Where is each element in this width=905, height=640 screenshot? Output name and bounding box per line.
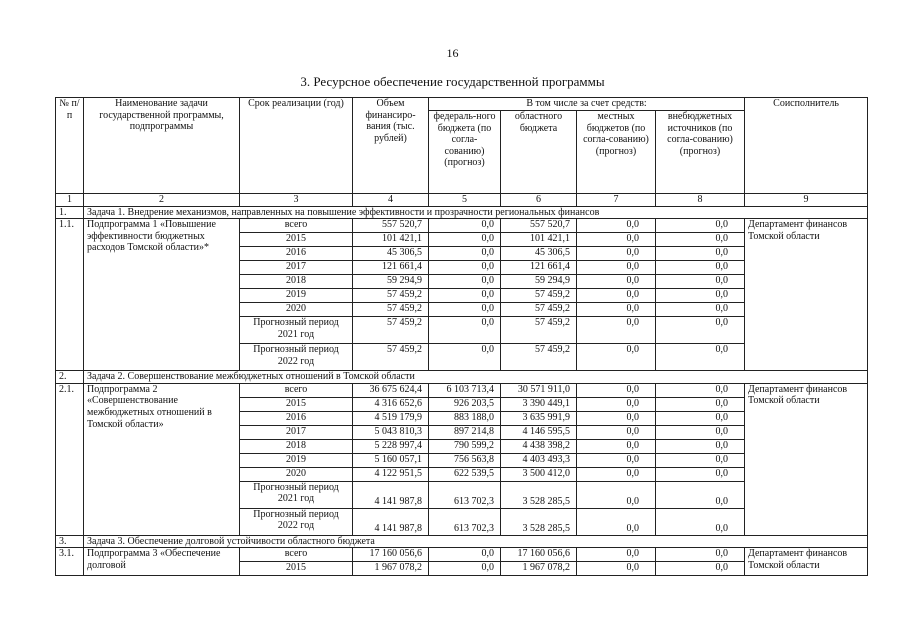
period-cell: 2019: [240, 289, 353, 303]
executor-cell: Департамент финансов Томской области: [745, 383, 868, 535]
regional-cell: 57 459,2: [501, 317, 577, 344]
extra-cell: 0,0: [656, 261, 745, 275]
header-volume: Объем финансиро-вания (тыс. рублей): [353, 98, 429, 194]
task-number: 3.: [56, 535, 84, 548]
volume-cell: 5 043 810,3: [353, 425, 429, 439]
federal-cell: 0,0: [429, 548, 501, 562]
volume-cell: 5 160 057,1: [353, 453, 429, 467]
period-cell: 2018: [240, 275, 353, 289]
volume-cell: 5 228 997,4: [353, 439, 429, 453]
regional-cell: 557 520,7: [501, 219, 577, 233]
header-executor: Соисполнитель: [745, 98, 868, 194]
task-title: Задача 2. Совершенствование межбюджетных отношений в Томской области: [84, 371, 868, 384]
extra-cell: 0,0: [656, 219, 745, 233]
federal-cell: 613 702,3: [429, 481, 501, 508]
local-cell: 0,0: [577, 467, 656, 481]
local-cell: 0,0: [577, 411, 656, 425]
local-cell: 0,0: [577, 481, 656, 508]
federal-cell: 883 188,0: [429, 411, 501, 425]
period-cell: всего: [240, 548, 353, 562]
federal-cell: 0,0: [429, 247, 501, 261]
subprogram-number: 3.1.: [56, 548, 84, 576]
federal-cell: 0,0: [429, 317, 501, 344]
column-number: 6: [501, 194, 577, 207]
task-row: [56, 206, 868, 219]
volume-cell: 1 967 078,2: [353, 562, 429, 576]
header-name: Наименование задачи государственной программы, подпрограммы: [84, 98, 240, 194]
volume-cell: 57 459,2: [353, 344, 429, 371]
column-numbers-row: [56, 194, 868, 207]
period-cell: Прогнозный период 2022 год: [240, 344, 353, 371]
column-number: 5: [429, 194, 501, 207]
regional-cell: 3 390 449,1: [501, 397, 577, 411]
regional-cell: 4 403 493,3: [501, 453, 577, 467]
header-federal: федераль-ного бюджета (по согла-сованию) (прогноз): [429, 111, 501, 194]
local-cell: 0,0: [577, 344, 656, 371]
local-cell: 0,0: [577, 289, 656, 303]
table-row: [56, 548, 868, 562]
federal-cell: 0,0: [429, 233, 501, 247]
regional-cell: 4 146 595,5: [501, 425, 577, 439]
extra-cell: 0,0: [656, 275, 745, 289]
federal-cell: 613 702,3: [429, 508, 501, 535]
local-cell: 0,0: [577, 425, 656, 439]
header-extra: внебюджетных источников (по согла-сованию) (прогноз): [656, 111, 745, 194]
period-cell: 2020: [240, 467, 353, 481]
local-cell: 0,0: [577, 303, 656, 317]
volume-cell: 17 160 056,6: [353, 548, 429, 562]
extra-cell: 0,0: [656, 481, 745, 508]
period-cell: Прогнозный период 2022 год: [240, 508, 353, 535]
period-cell: 2020: [240, 303, 353, 317]
federal-cell: 926 203,5: [429, 397, 501, 411]
header-no: № п/п: [56, 98, 84, 194]
volume-cell: 45 306,5: [353, 247, 429, 261]
volume-cell: 57 459,2: [353, 317, 429, 344]
regional-cell: 57 459,2: [501, 344, 577, 371]
regional-cell: 3 635 991,9: [501, 411, 577, 425]
table-row: [56, 219, 868, 233]
federal-cell: 0,0: [429, 562, 501, 576]
regional-cell: 59 294,9: [501, 275, 577, 289]
task-title: Задача 3. Обеспечение долговой устойчивости областного бюджета: [84, 535, 868, 548]
task-title: Задача 1. Внедрение механизмов, направленных на повышение эффективности и прозрачности региональных финансов: [84, 206, 868, 219]
subprogram-name: Подпрограмма 2 «Совершенствование межбюджетных отношений в Томской области»: [84, 383, 240, 535]
federal-cell: 0,0: [429, 275, 501, 289]
extra-cell: 0,0: [656, 303, 745, 317]
regional-cell: 101 421,1: [501, 233, 577, 247]
federal-cell: 622 539,5: [429, 467, 501, 481]
subprogram-name: Подпрограмма 1 «Повышение эффективности бюджетных расходов Томской области»*: [84, 219, 240, 371]
local-cell: 0,0: [577, 317, 656, 344]
period-cell: 2018: [240, 439, 353, 453]
extra-cell: 0,0: [656, 425, 745, 439]
volume-cell: 4 141 987,8: [353, 508, 429, 535]
header-row: [56, 98, 868, 111]
local-cell: 0,0: [577, 562, 656, 576]
period-cell: 2015: [240, 562, 353, 576]
local-cell: 0,0: [577, 548, 656, 562]
local-cell: 0,0: [577, 261, 656, 275]
regional-cell: 45 306,5: [501, 247, 577, 261]
local-cell: 0,0: [577, 219, 656, 233]
federal-cell: 897 214,8: [429, 425, 501, 439]
column-number: 2: [84, 194, 240, 207]
column-number: 4: [353, 194, 429, 207]
volume-cell: 4 122 951,5: [353, 467, 429, 481]
extra-cell: 0,0: [656, 289, 745, 303]
extra-cell: 0,0: [656, 548, 745, 562]
federal-cell: 0,0: [429, 219, 501, 233]
column-number: 1: [56, 194, 84, 207]
volume-cell: 121 661,4: [353, 261, 429, 275]
federal-cell: 0,0: [429, 289, 501, 303]
period-cell: всего: [240, 383, 353, 397]
local-cell: 0,0: [577, 233, 656, 247]
extra-cell: 0,0: [656, 562, 745, 576]
volume-cell: 57 459,2: [353, 289, 429, 303]
extra-cell: 0,0: [656, 233, 745, 247]
extra-cell: 0,0: [656, 344, 745, 371]
period-cell: 2015: [240, 233, 353, 247]
extra-cell: 0,0: [656, 467, 745, 481]
regional-cell: 3 500 412,0: [501, 467, 577, 481]
extra-cell: 0,0: [656, 411, 745, 425]
period-cell: 2016: [240, 247, 353, 261]
extra-cell: 0,0: [656, 317, 745, 344]
period-cell: 2015: [240, 397, 353, 411]
volume-cell: 101 421,1: [353, 233, 429, 247]
task-number: 2.: [56, 371, 84, 384]
regional-cell: 57 459,2: [501, 303, 577, 317]
extra-cell: 0,0: [656, 508, 745, 535]
extra-cell: 0,0: [656, 397, 745, 411]
task-number: 1.: [56, 206, 84, 219]
document-title: 3. Ресурсное обеспечение государственной программы: [300, 74, 605, 89]
volume-cell: 59 294,9: [353, 275, 429, 289]
regional-cell: 3 528 285,5: [501, 481, 577, 508]
header-period: Срок реализации (год): [240, 98, 353, 194]
subprogram-number: 1.1.: [56, 219, 84, 371]
regional-cell: 17 160 056,6: [501, 548, 577, 562]
federal-cell: 756 563,8: [429, 453, 501, 467]
extra-cell: 0,0: [656, 383, 745, 397]
period-cell: 2019: [240, 453, 353, 467]
page-number: 16: [446, 46, 459, 60]
regional-cell: 121 661,4: [501, 261, 577, 275]
local-cell: 0,0: [577, 439, 656, 453]
executor-cell: Департамент финансов Томской области: [745, 548, 868, 576]
resource-table: [55, 97, 868, 576]
local-cell: 0,0: [577, 247, 656, 261]
column-number: 8: [656, 194, 745, 207]
local-cell: 0,0: [577, 275, 656, 289]
task-row: [56, 535, 868, 548]
period-cell: 2017: [240, 425, 353, 439]
extra-cell: 0,0: [656, 453, 745, 467]
volume-cell: 4 141 987,8: [353, 481, 429, 508]
volume-cell: 36 675 624,4: [353, 383, 429, 397]
regional-cell: 30 571 911,0: [501, 383, 577, 397]
federal-cell: 0,0: [429, 344, 501, 371]
task-row: [56, 371, 868, 384]
subprogram-name: Подпрограмма 3 «Обеспечение долговой: [84, 548, 240, 576]
header-including: В том числе за счет средств:: [429, 98, 745, 111]
table-row: [56, 383, 868, 397]
header-regional: областного бюджета: [501, 111, 577, 194]
regional-cell: 1 967 078,2: [501, 562, 577, 576]
period-cell: 2017: [240, 261, 353, 275]
volume-cell: 4 316 652,6: [353, 397, 429, 411]
local-cell: 0,0: [577, 508, 656, 535]
regional-cell: 4 438 398,2: [501, 439, 577, 453]
federal-cell: 0,0: [429, 303, 501, 317]
local-cell: 0,0: [577, 453, 656, 467]
header-local: местных бюджетов (по согла-сованию) (прогноз): [577, 111, 656, 194]
federal-cell: 6 103 713,4: [429, 383, 501, 397]
executor-cell: Департамент финансов Томской области: [745, 219, 868, 371]
period-cell: Прогнозный период 2021 год: [240, 317, 353, 344]
federal-cell: 0,0: [429, 261, 501, 275]
extra-cell: 0,0: [656, 247, 745, 261]
period-cell: всего: [240, 219, 353, 233]
volume-cell: 57 459,2: [353, 303, 429, 317]
subprogram-number: 2.1.: [56, 383, 84, 535]
volume-cell: 4 519 179,9: [353, 411, 429, 425]
extra-cell: 0,0: [656, 439, 745, 453]
column-number: 3: [240, 194, 353, 207]
local-cell: 0,0: [577, 383, 656, 397]
regional-cell: 3 528 285,5: [501, 508, 577, 535]
regional-cell: 57 459,2: [501, 289, 577, 303]
local-cell: 0,0: [577, 397, 656, 411]
table-body: [56, 206, 868, 576]
column-number: 9: [745, 194, 868, 207]
period-cell: Прогнозный период 2021 год: [240, 481, 353, 508]
column-number: 7: [577, 194, 656, 207]
period-cell: 2016: [240, 411, 353, 425]
volume-cell: 557 520,7: [353, 219, 429, 233]
federal-cell: 790 599,2: [429, 439, 501, 453]
